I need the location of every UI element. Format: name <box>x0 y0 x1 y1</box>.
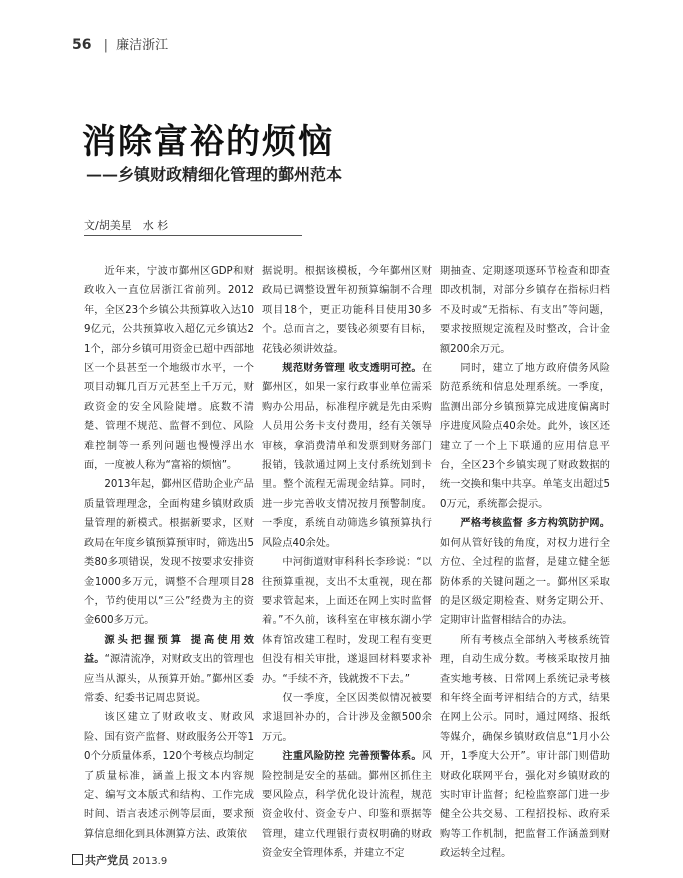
body-paragraph <box>84 708 254 844</box>
section-heading: 注重风险防控 完善预警体系。 <box>282 751 422 763</box>
paragraph-text: 2013年起，鄞州区借助企业产品质量管理理念，全面构建乡镇财政质量管理的新模式。根据新要求，区财政局在年度乡镇预算预审时，筛选出5类80多项错误，发现不按要求安排资金1000多万元，调整不合理项目28个，节约使用以“三公”经费为主的资金600多万元。 <box>84 479 254 627</box>
body-paragraph <box>440 359 610 514</box>
paragraph-text: 据说明。根据该模板，今年鄞州区财政局已调整设置年初预算编制不合理项目18个，更正功能科目使用30多个。总而言之，要钱必须要有目标，花钱必须讲效益。 <box>262 266 432 355</box>
article-byline: 文/胡美星 水 杉 <box>84 219 169 232</box>
header-separator: | <box>103 38 109 53</box>
body-paragraph <box>262 689 432 747</box>
body-paragraph <box>262 553 432 689</box>
body-paragraph <box>440 262 610 359</box>
page-number: 56 <box>72 37 92 53</box>
section-heading: 严格考核监督 多方构筑防护网。 <box>460 518 610 530</box>
body-paragraph <box>262 262 432 359</box>
running-header <box>72 34 168 53</box>
body-paragraph <box>440 514 610 630</box>
byline-divider <box>84 235 302 236</box>
text-column-1 <box>84 262 254 844</box>
paragraph-text: 仅一季度，全区因类似情况被要求退回补办的，合计涉及金额500余万元。 <box>262 692 432 743</box>
article-subtitle: ——乡镇财政精细化管理的鄞州范本 <box>86 165 343 184</box>
body-paragraph <box>262 359 432 553</box>
paragraph-text: 期抽查、定期逐项逐环节检查和即查即改机制，对部分乡镇存在指标归档不及时或“无指标、有支出”等问题，要求按照规定流程及时整改，合计金额200余万元。 <box>440 266 610 355</box>
paragraph-text: 同时，建立了地方政府债务风险防范系统和信息处理系统。一季度，监测出部分乡镇预算完成进度偏离时序进度风险点40余处。此外，该区还建立了一个上下联通的应用信息平台，全区23个乡镇实现了财政数据的统一交换和集中共享。单笔支出超过50万元，系统都会提示。 <box>440 363 610 510</box>
magazine-name: 共产党员 <box>85 854 129 867</box>
paragraph-text: 近年来，宁波市鄞州区GDP和财政收入一直位居浙江省前列。2012年，全区23个乡镇公共预算收入达109亿元，公共预算收入超亿元乡镇达21个，部分乡镇可用资金已超中西部地区一个县甚至一个地级市水平，一个项目动辄几百万元甚至上千万元，财政资金的安全风险陡增。底数不清楚、管理不规范、监督不到位、风险难控制等一系列问题也慢慢浮出水面，一度被人称为“富裕的烦恼”。 <box>84 266 254 472</box>
page-footer <box>72 852 167 868</box>
body-paragraph <box>262 747 432 863</box>
paragraph-text: 风险控制是安全的基础。鄞州区抓住主要风险点，科学优化设计流程，规范资金收付、资金专户、印鉴和票据等管理，建立代理银行责权明确的财政资金安全管理体系，并建立不定 <box>262 751 432 860</box>
magazine-logo-icon <box>72 854 83 865</box>
body-paragraph <box>84 475 254 630</box>
body-paragraph <box>84 262 254 475</box>
body-paragraph <box>440 631 610 864</box>
section-heading: 规范财务管理 收支透明可控。 <box>282 363 422 375</box>
section-heading: 源头把握预算 提高使用效益。 <box>84 634 254 666</box>
paragraph-text: 中河街道财审科科长李珍说：“以往预算重视，支出不太重视，现在都要求管起来，上面还在网上实时监督着。”不久前，该科室在审核东湖小学体育馆改建工程时，发现工程有变更但没有相关审批，遂退回材料要求补办。“手续不齐，钱就拨不下去。” <box>262 557 432 685</box>
article-title: 消除富裕的烦恼 <box>82 122 334 162</box>
paragraph-text: 如何从管好钱的角度，对权力进行全方位、全过程的监督，是建立健全惩防体系的关键问题之一。鄞州区采取的是区级定期检查、财务定期公开、定期审计监督相结合的办法。 <box>440 537 610 627</box>
text-column-3 <box>440 262 610 864</box>
paragraph-text: “源清流净，对财政支出的管理也应当从源头，从预算开始。”鄞州区委常委、纪委书记周忠贤说。 <box>84 654 254 704</box>
paragraph-text: 在鄞州区，如果一家行政事业单位需采购办公用品，标准程序就是先由采购人员用公务卡支付费用，经有关领导审核，拿消费清单和发票到财务部门报销，钱款通过网上支付系统划到卡里。整个流程无需现金结算。同时，进一步完善收支情况按月预警制度。一季度，系统自动筛选乡镇预算执行风险点40余处。 <box>262 363 432 549</box>
text-column-2 <box>262 262 432 864</box>
issue-number: 2013.9 <box>132 856 168 867</box>
paragraph-text: 该区建立了财政收支、财政风险、国有资产监督、财政服务公开等10个分质量体系，120个考核点均制定了质量标准，涵盖上报文本内容规定、编写文本版式和结构、工作完成时间、语言表述示例等层面，要求预算信息细化到具体测算方法、政策依 <box>84 712 254 840</box>
body-paragraph <box>84 631 254 709</box>
paragraph-text: 所有考核点全部纳入考核系统管理，自动生成分数。考核采取按月抽查实地考核、日常网上系统记录考核和年终全面考评相结合的方式，结果在网上公示。同时，通过网络、报纸等媒介，确保乡镇财政信息“1月小公开，1季度大公开”。审计部门则借助财政化联网平台，强化对乡镇财政的实时审计监督；纪检监察部门进一步健全公共交易、工程招投标、政府采购等工作机制，把监督工作涵盖到财政运转全过程。 <box>440 634 610 860</box>
column-name: 廉洁浙江 <box>116 38 169 53</box>
